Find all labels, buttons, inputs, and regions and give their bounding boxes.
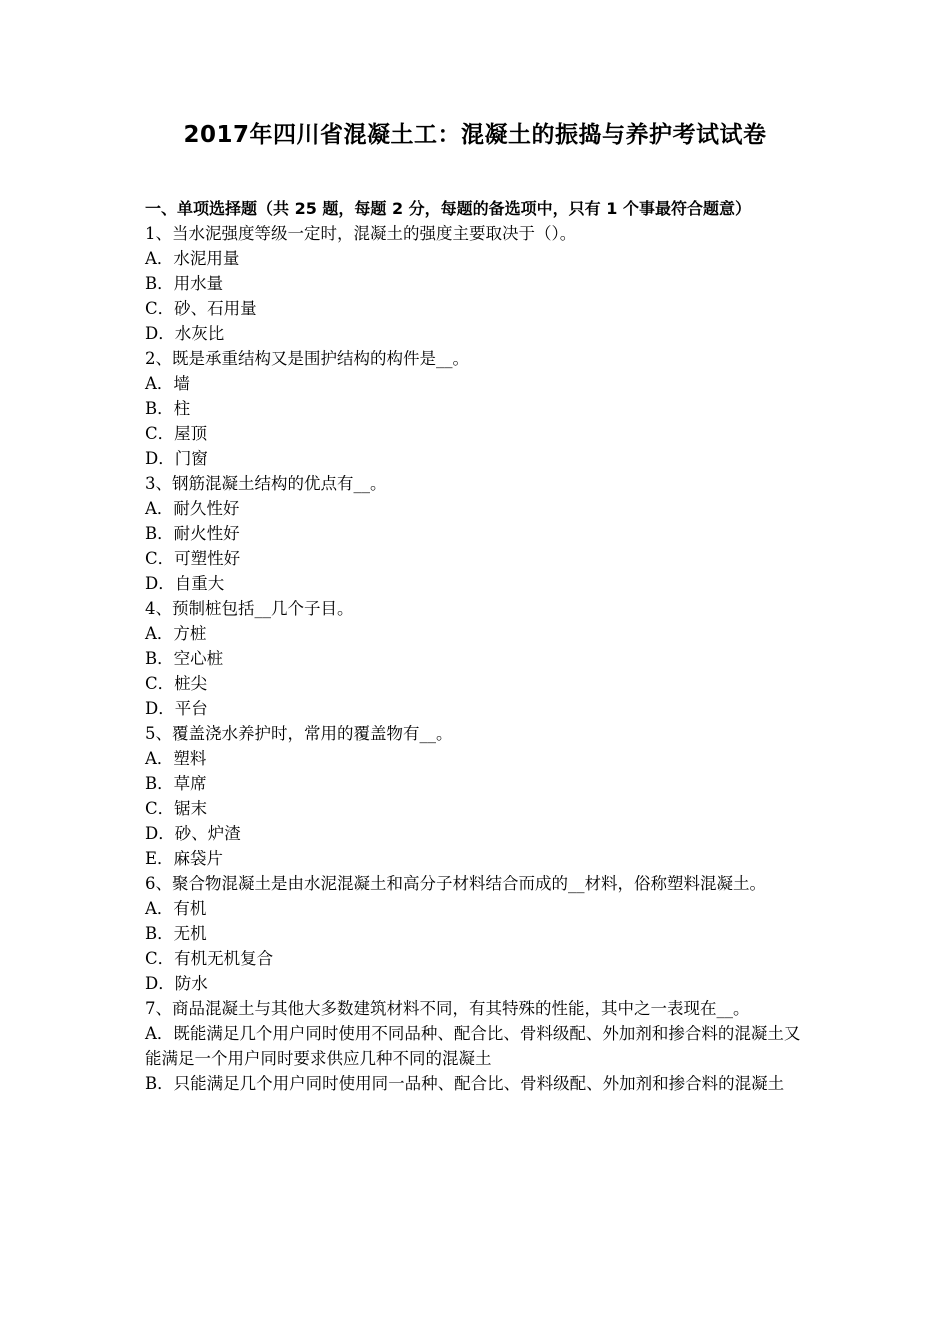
section-heading: 一、单项选择题（共 25 题，每题 2 分，每题的备选项中，只有 1 个事最符合题意）	[145, 199, 751, 218]
question-stem: 2、既是承重结构又是围护结构的构件是__。	[145, 349, 469, 368]
option-a: A．耐久性好	[145, 499, 240, 518]
option-d: D．平台	[145, 699, 208, 718]
question-4	[145, 596, 813, 721]
question-7	[145, 996, 813, 1096]
question-3	[145, 471, 813, 596]
question-1	[145, 221, 813, 346]
option-e: E．麻袋片	[145, 849, 224, 868]
option-b: B．耐火性好	[145, 524, 240, 543]
option-b: B．用水量	[145, 274, 224, 293]
exam-content	[145, 196, 813, 1096]
question-6	[145, 871, 813, 996]
option-a: A．塑料	[145, 749, 207, 768]
question-5	[145, 721, 813, 871]
option-a: A．有机	[145, 899, 207, 918]
question-stem: 5、覆盖浇水养护时，常用的覆盖物有__。	[145, 724, 453, 743]
document-title: 2017年四川省混凝土工：混凝土的振捣与养护考试试卷	[183, 122, 767, 148]
option-c: C．屋顶	[145, 424, 208, 443]
question-stem: 3、钢筋混凝土结构的优点有__。	[145, 474, 387, 493]
option-d: D．门窗	[145, 449, 208, 468]
option-b: B．空心桩	[145, 649, 224, 668]
option-a: A．方桩	[145, 624, 207, 643]
option-b: B．只能满足几个用户同时使用同一品种、配合比、骨料级配、外加剂和掺合料的混凝土	[145, 1074, 785, 1093]
option-b: B．无机	[145, 924, 207, 943]
option-d: D．砂、炉渣	[145, 824, 241, 843]
option-c: C．桩尖	[145, 674, 208, 693]
question-stem: 6、聚合物混凝土是由水泥混凝土和高分子材料结合而成的__材料，俗称塑料混凝土。	[145, 874, 766, 893]
question-stem: 7、商品混凝土与其他大多数建筑材料不同，有其特殊的性能，其中之一表现在__。	[145, 999, 750, 1018]
option-a: A．墙	[145, 374, 190, 393]
option-c: C．可塑性好	[145, 549, 241, 568]
question-2	[145, 346, 813, 471]
option-c: C．砂、石用量	[145, 299, 257, 318]
option-c: C．有机无机复合	[145, 949, 274, 968]
question-stem: 1、当水泥强度等级一定时，混凝土的强度主要取决于（）。	[145, 224, 577, 243]
option-a: A．水泥用量	[145, 249, 240, 268]
option-d: D．自重大	[145, 574, 225, 593]
option-a: A．既能满足几个用户同时使用不同品种、配合比、骨料级配、外加剂和掺合料的混凝土又能满足一个用户同时要求供应几种不同的混凝土	[145, 1024, 801, 1068]
option-d: D．水灰比	[145, 324, 225, 343]
option-b: B．柱	[145, 399, 191, 418]
option-b: B．草席	[145, 774, 207, 793]
option-c: C．锯末	[145, 799, 208, 818]
option-d: D．防水	[145, 974, 208, 993]
question-stem: 4、预制桩包括__几个子目。	[145, 599, 354, 618]
